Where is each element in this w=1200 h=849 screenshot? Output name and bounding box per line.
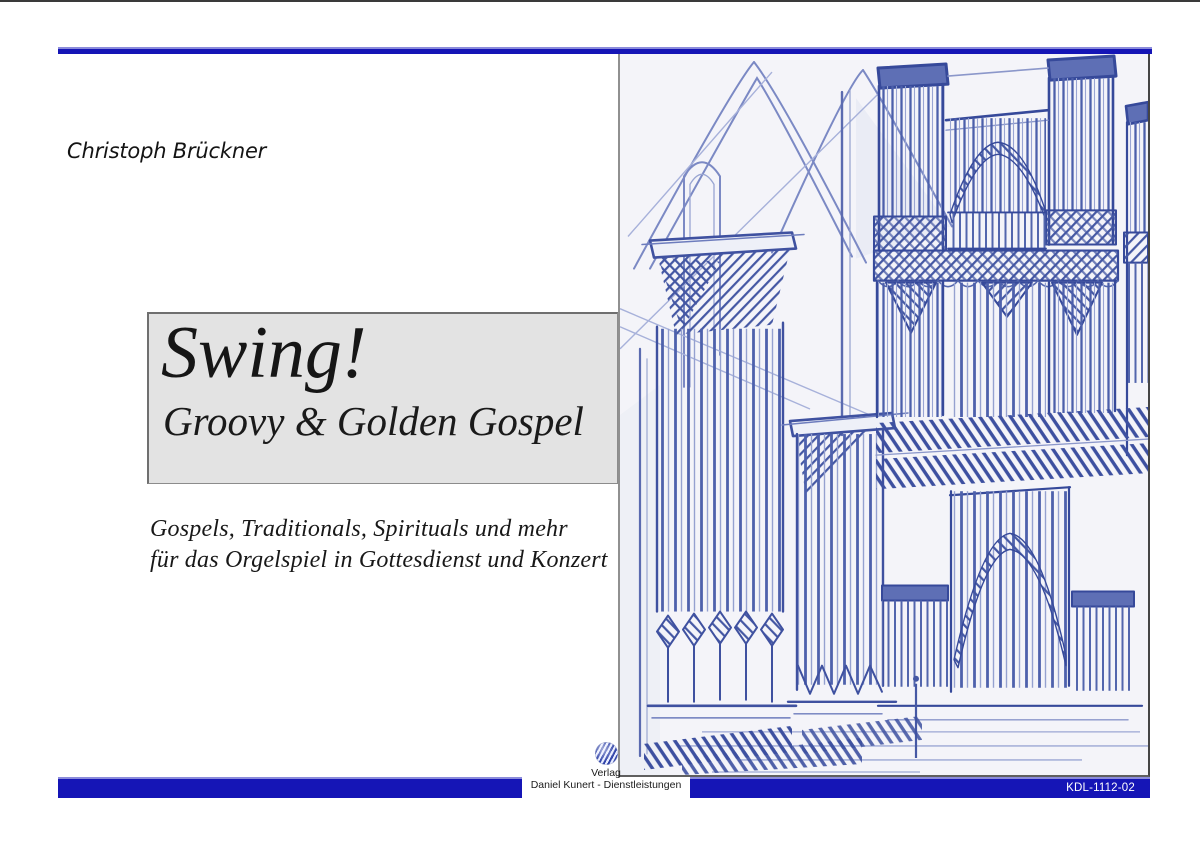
tagline — [150, 514, 608, 576]
top-rule — [0, 0, 1200, 2]
organ-sketch-drawing — [620, 54, 1148, 775]
organ-sketch-image — [618, 54, 1150, 777]
tagline-line-2: für das Orgelspiel in Gottesdienst und Konzert — [150, 547, 608, 573]
bottom-accent-bar-right — [690, 777, 1150, 798]
publisher-services: Daniel Kunert - Dienstleistungen — [530, 778, 682, 791]
bottom-accent-bar-left — [58, 777, 522, 798]
publisher-name: Verlag — [591, 767, 621, 779]
title-box — [147, 312, 618, 484]
tagline-line-1: Gospels, Traditionals, Spirituals und mehr — [150, 516, 568, 542]
top-accent-bar — [58, 47, 1152, 54]
book-subtitle: Groovy & Golden Gospel — [163, 398, 584, 445]
publisher-block — [520, 742, 692, 791]
author-name: Christoph Brückner — [67, 139, 267, 163]
catalog-number: KDL-1112-02 — [1066, 782, 1135, 794]
book-title: Swing! — [161, 312, 367, 394]
publisher-globe-logo-icon — [595, 742, 618, 765]
